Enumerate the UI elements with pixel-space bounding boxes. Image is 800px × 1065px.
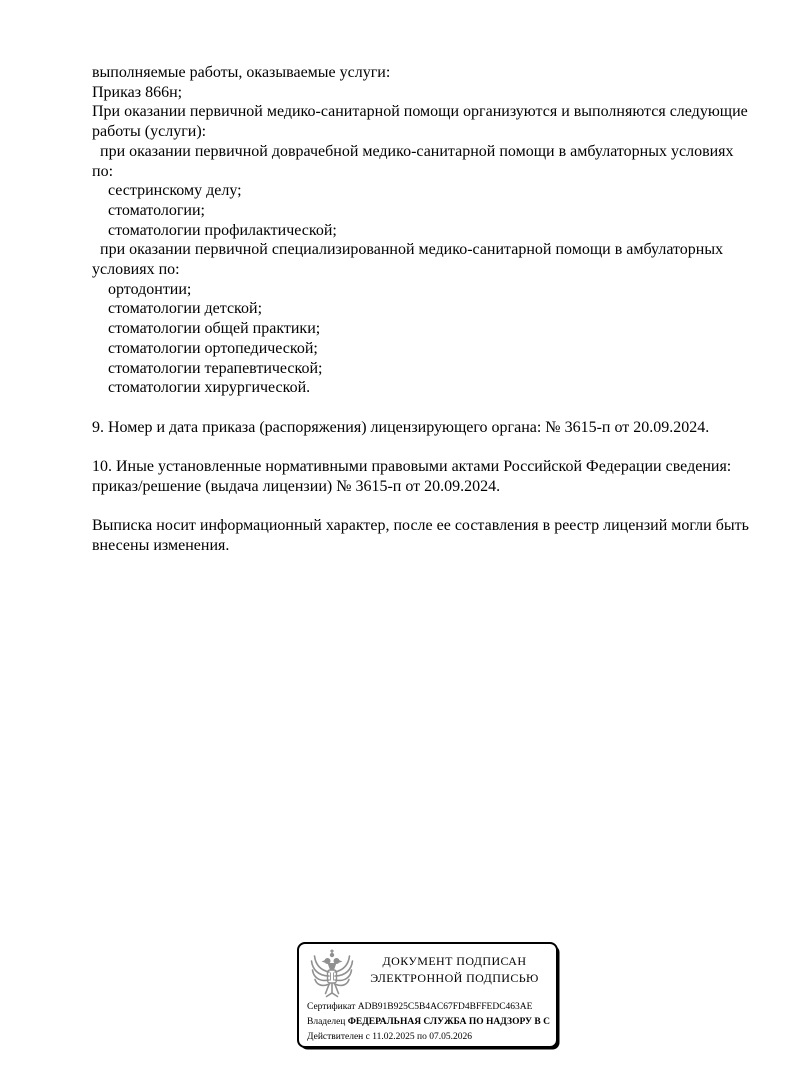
doc-line: при оказании первичной специализированной медико-санитарной помощи в амбулаторных: [92, 241, 724, 259]
doc-line: по:: [92, 162, 114, 180]
doc-line: стоматологии хирургической.: [92, 379, 311, 397]
doc-line: Выписка носит информационный характер, после ее составления в реестр лицензий могли быть: [92, 517, 749, 535]
owner-label: Владелец: [307, 1017, 346, 1027]
stamp-title: [357, 953, 552, 986]
doc-line: [92, 437, 782, 457]
certificate-value: ADB91B925C5B4AC67FD4BFFEDC463AE: [357, 1002, 533, 1012]
doc-line: стоматологии терапевтической;: [92, 359, 323, 377]
doc-line: внесены изменения.: [92, 536, 230, 554]
doc-line: условиях по:: [92, 261, 180, 279]
doc-line: [92, 398, 782, 418]
validity-row: Действителен с 11.02.2025 по 07.05.2026: [307, 1032, 472, 1042]
double-headed-eagle-icon: [308, 948, 356, 1002]
doc-line: при оказании первичной доврачебной медико-санитарной помощи в амбулаторных условиях: [92, 142, 734, 160]
stamp-title-line2: ЭЛЕКТРОННОЙ ПОДПИСЬЮ: [370, 970, 539, 985]
doc-line: Приказ 866н;: [92, 83, 183, 101]
doc-line: При оказании первичной медико-санитарной помощи организуются и выполняются следующие: [92, 103, 748, 121]
stamp-title-line1: ДОКУМЕНТ ПОДПИСАН: [382, 954, 527, 968]
doc-line: стоматологии профилактической;: [92, 221, 337, 239]
doc-line: выполняемые работы, оказываемые услуги:: [92, 64, 391, 81]
owner-row: [307, 1015, 556, 1030]
doc-line: работы (услуги):: [92, 123, 207, 141]
certificate-row: [307, 1000, 556, 1015]
doc-line: сестринскому делу;: [92, 182, 242, 200]
stamp-fields: [307, 1000, 556, 1045]
doc-line: стоматологии общей практики;: [92, 320, 321, 338]
doc-line: приказ/решение (выдача лицензии) № 3615-п от 20.09.2024.: [92, 477, 501, 495]
digital-signature-stamp: [297, 942, 558, 1048]
doc-line: стоматологии детской;: [92, 300, 263, 318]
doc-line: 10. Иные установленные нормативными правовыми актами Российской Федерации сведения:: [92, 458, 732, 476]
document-body-text: [92, 63, 782, 556]
doc-line: [92, 496, 782, 516]
owner-value: ФЕДЕРАЛЬНАЯ СЛУЖБА ПО НАДЗОРУ В С: [347, 1017, 550, 1027]
doc-line: 9. Номер и дата приказа (распоряжения) лицензирующего органа: № 3615-п от 20.09.2024.: [92, 418, 710, 436]
doc-line: стоматологии ортопедической;: [92, 339, 318, 357]
doc-line: стоматологии;: [92, 201, 205, 219]
doc-line: ортодонтии;: [92, 280, 192, 298]
certificate-label: Сертификат: [307, 1002, 356, 1012]
